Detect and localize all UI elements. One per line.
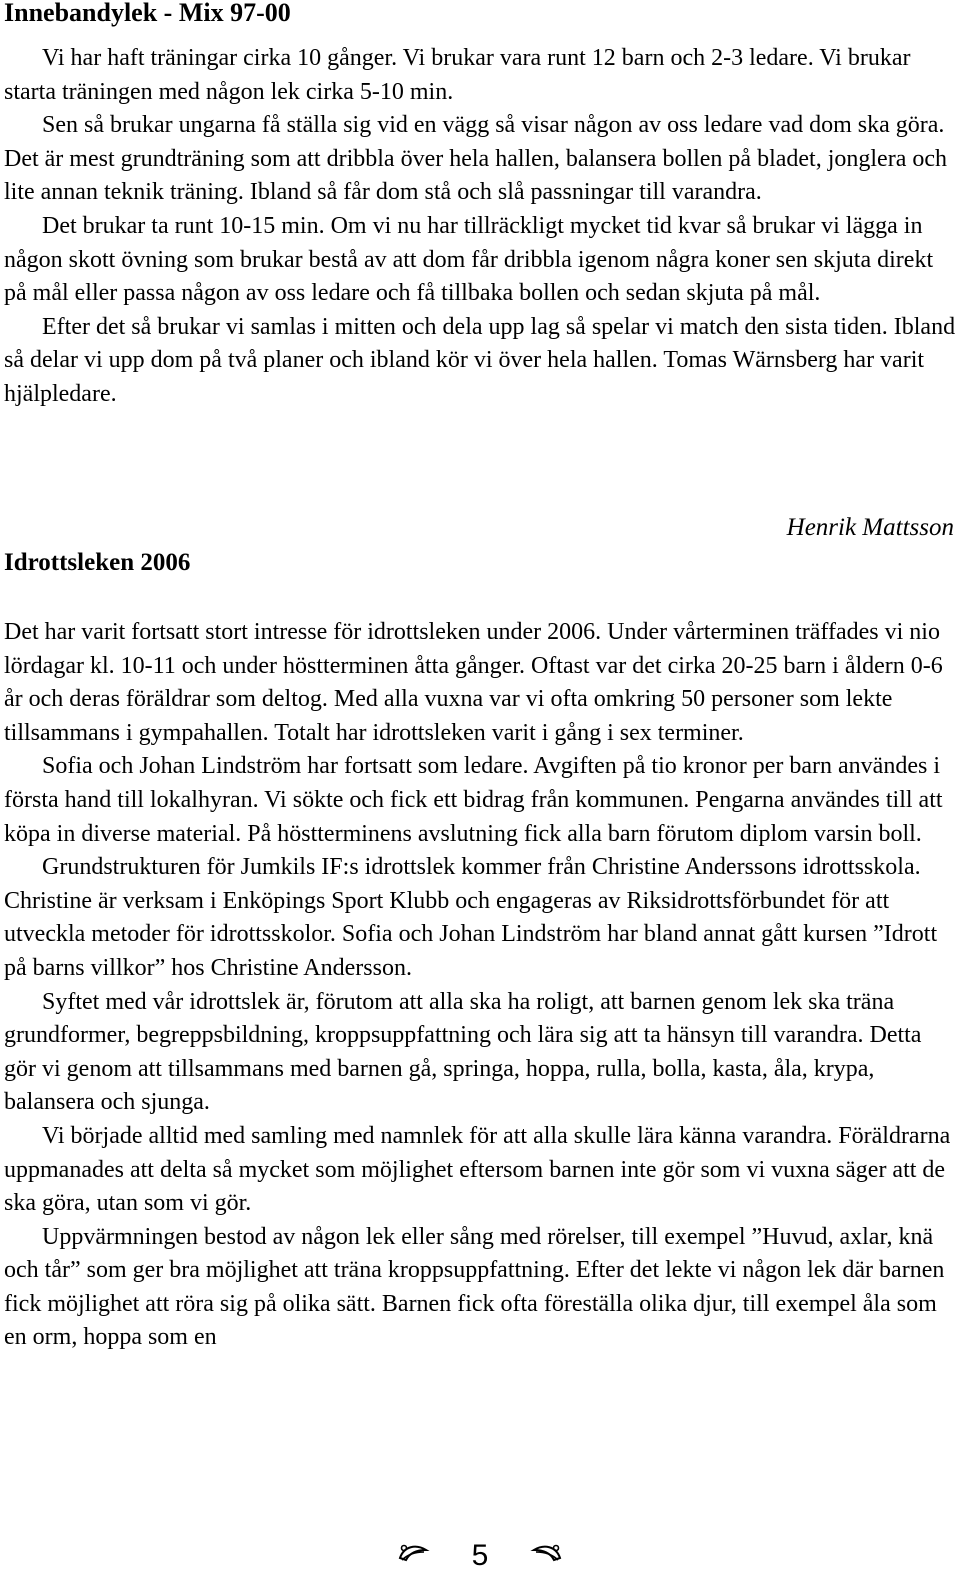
paragraph: Uppvärmningen bestod av någon lek eller sång med rörelser, till exempel ”Huvud, axlar, knä och tår” som ger bra möjlighet att träna kroppsuppfattning. Efter det lekte vi någon lek där barnen fick möjlighet att röra sig på olika sätt. Barnen fick ofta föreställa olika djur, till exempel åla som en orm, hoppa som en <box>4 1223 945 1351</box>
paragraph: Vi började alltid med samling med namnlek för att alla skulle lära känna varandra. Föräldrarna uppmanades att delta så mycket som möjlighet eftersom barnen inte gör som vi vuxna säger att de ska göra, utan som vi gör. <box>4 1122 951 1217</box>
left-leaf-ornament-icon <box>396 1535 430 1577</box>
innebandylek-body <box>4 42 956 412</box>
section-title-innebandylek: Innebandylek - Mix 97-00 <box>4 0 291 27</box>
paragraph: Syftet med vår idrottslek är, förutom att alla ska ha roligt, att barnen genom lek ska träna grundformer, begreppsbildning, kroppsuppfattning och lära sig att ta hänsyn till varandra. Detta gör vi genom att tillsammans med barnen gå, springa, hoppa, rulla, bolla, kasta, åla, krypa, balansera och sjunga. <box>4 988 922 1116</box>
section-title-idrottsleken: Idrottsleken 2006 <box>4 549 191 576</box>
paragraph: Vi har haft träningar cirka 10 gånger. Vi brukar vara runt 12 barn och 2-3 ledare. Vi brukar starta träningen med någon lek cirka 5-10 min. <box>4 45 911 105</box>
paragraph: Det har varit fortsatt stort intresse för idrottsleken under 2006. Under vårterminen träffades vi nio lördagar kl. 10-11 och under höstterminen åtta gånger. Oftast var det cirka 20-25 barn i åldern 0-6 år och deras föräldrar som deltog. Med alla vuxna var vi ofta omkring 50 personer som lekte tillsammans i gympahallen. Totalt har idrottsleken varit i gång i sex terminer. <box>4 619 943 746</box>
right-leaf-ornament-icon <box>530 1535 564 1577</box>
paragraph: Sen så brukar ungarna få ställa sig vid en vägg så visar någon av oss ledare vad dom ska göra. Det är mest grundträning som att dribbla över hela hallen, balansera bollen på bladet, jonglera och lite annan teknik träning. Ibland så får dom stå och slå passningar till varandra. <box>4 112 948 206</box>
paragraph: Efter det så brukar vi samlas i mitten och dela upp lag så spelar vi match den sista tiden. Ibland så delar vi upp dom på två planer och ibland kör vi över hela hallen. Tomas Wärnsberg har varit hjälpledare. <box>4 313 956 407</box>
paragraph: Det brukar ta runt 10-15 min. Om vi nu har tillräckligt mycket tid kvar så brukar vi lägga in någon skott övning som brukar bestå av att dom får dribbla igenom några koner sen skjuta direkt på mål eller passa någon av oss ledare och få tillbaka bollen och sedan skjuta på mål. <box>4 212 934 307</box>
page-number: 5 <box>471 1539 489 1573</box>
idrottsleken-body <box>4 616 956 1355</box>
paragraph: Grundstrukturen för Jumkils IF:s idrottslek kommer från Christine Anderssons idrottsskola. Christine är verksam i Enköpings Sport Klubb och engageras av Riksidrottsförbundet för att utveckla metoder för idrottsskolor. Sofia och Johan Lindström har bland annat gått kursen ”Idrott på barns villkor” hos Christine Andersson. <box>4 854 938 981</box>
author-signature: Henrik Mattsson <box>786 514 954 541</box>
page-footer <box>0 1533 960 1579</box>
paragraph: Sofia och Johan Lindström har fortsatt som ledare. Avgiften på tio kronor per barn användes i första hand till lokalhyran. Vi sökte och fick ett bidrag från kommunen. Pengarna användes till att köpa in diverse material. På höstterminens avslutning fick alla barn förutom diplom varsin boll. <box>4 753 943 847</box>
